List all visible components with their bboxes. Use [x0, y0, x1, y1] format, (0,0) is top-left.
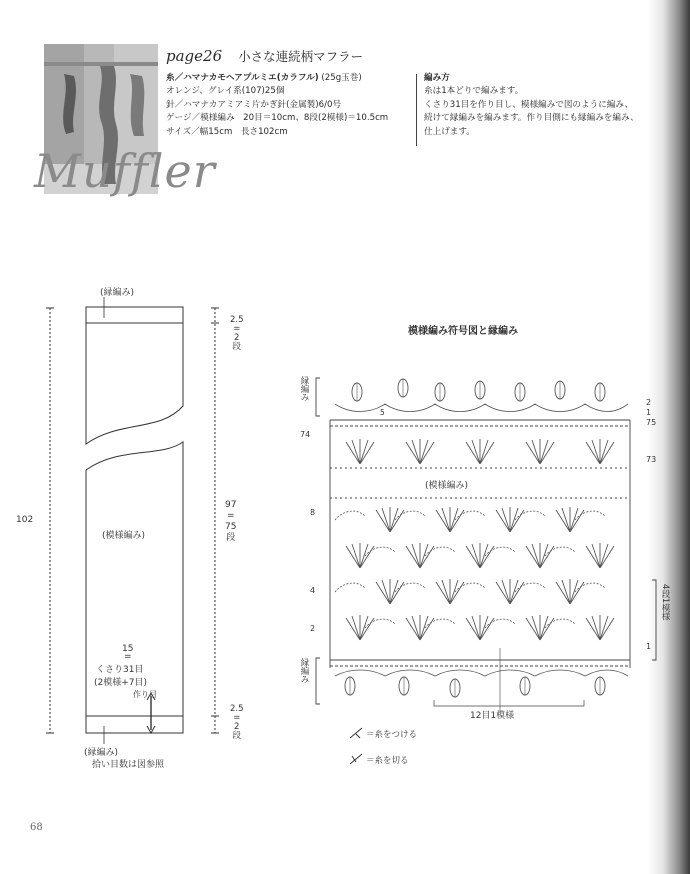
edge-top-cm: 2.5: [230, 315, 244, 325]
chain-start: くさり31目: [96, 665, 144, 675]
chart-body-label: (模様編み): [425, 481, 469, 491]
yarn-colors: オレンジ、グレイ系(107)25個: [166, 86, 285, 97]
body-rows-unit: 段: [226, 533, 236, 543]
method-title: 編み方: [424, 73, 450, 83]
total-length: 102: [16, 515, 34, 525]
legend-attach: ＝糸をつける: [366, 730, 418, 740]
row-2: 2: [310, 624, 316, 633]
chart-title: 模様編み符号図と縁編み: [408, 326, 518, 337]
edge-bottom-label: (縁編み): [84, 748, 119, 758]
needle-spec: 針／ハマナカアミアミ片かぎ針(金属製)6/0号: [166, 99, 342, 110]
edge-top-eq: =: [233, 324, 241, 334]
edge-bottom-cm: 2.5: [230, 704, 244, 714]
row-4: 4: [310, 586, 316, 595]
width-eq: =: [123, 652, 132, 662]
body-cm: 97: [225, 500, 237, 510]
edge-label-top: 縁編み: [299, 376, 309, 402]
body-label: (模様編み): [102, 531, 146, 541]
size-spec: サイズ／幅15cm 長さ102cm: [166, 126, 288, 137]
row-73: 73: [646, 455, 657, 464]
pickup-note: 拾い目数は図参照: [92, 760, 165, 770]
gauge-spec: ゲージ／模様編み 20目＝10cm、8段(2模様)＝10.5cm: [166, 113, 389, 124]
script-title: Muffler: [34, 144, 216, 198]
row-8: 8: [310, 508, 316, 517]
width-cm: 15: [122, 644, 134, 654]
yarn-label: 糸／ハマナカモヘアプルミエ(カラフル): [166, 73, 319, 83]
page-number: 68: [30, 822, 43, 833]
legend-cut: ＝糸を切る: [366, 756, 409, 766]
pattern-title: 小さな連続柄マフラー: [238, 49, 364, 64]
start-label: 作り目: [133, 690, 157, 699]
row-1: 1: [646, 642, 652, 651]
body-rows: 75: [225, 522, 237, 532]
edge-label-bottom: 縁編み: [299, 658, 309, 684]
method-line: 仕上げます。: [424, 126, 475, 137]
repeat-label: 4段1模様: [660, 584, 670, 621]
repeat-unit: 12目1模様: [470, 711, 515, 721]
edge-top-label: (縁編み): [100, 288, 135, 298]
edge-bottom-eq: =: [233, 713, 241, 723]
method-line: くさり31目を作り目し、模様編みで図のように編み、: [424, 99, 634, 110]
edge-top-unit: 段: [232, 342, 242, 352]
edge-row-2: 2: [646, 398, 652, 407]
edge-top-rows: 2: [234, 333, 240, 343]
yarn-note: (25g玉巻): [321, 73, 362, 83]
edge-bottom-unit: 段: [232, 731, 242, 741]
method-line: 続けて縁編みを編みます。作り目側にも縁編みを編み、: [424, 113, 639, 124]
edge-bottom-rows: 2: [234, 722, 240, 732]
row-74: 74: [300, 430, 311, 439]
row-75: 75: [646, 418, 657, 427]
method-line: 糸は1本どりで編みます。: [424, 86, 524, 97]
num-5: 5: [380, 408, 385, 417]
edge-row-1: 1: [646, 408, 652, 417]
body-eq: =: [226, 511, 235, 521]
page-label: page26: [166, 47, 223, 65]
chain-detail: (2模様+7目): [94, 678, 148, 688]
